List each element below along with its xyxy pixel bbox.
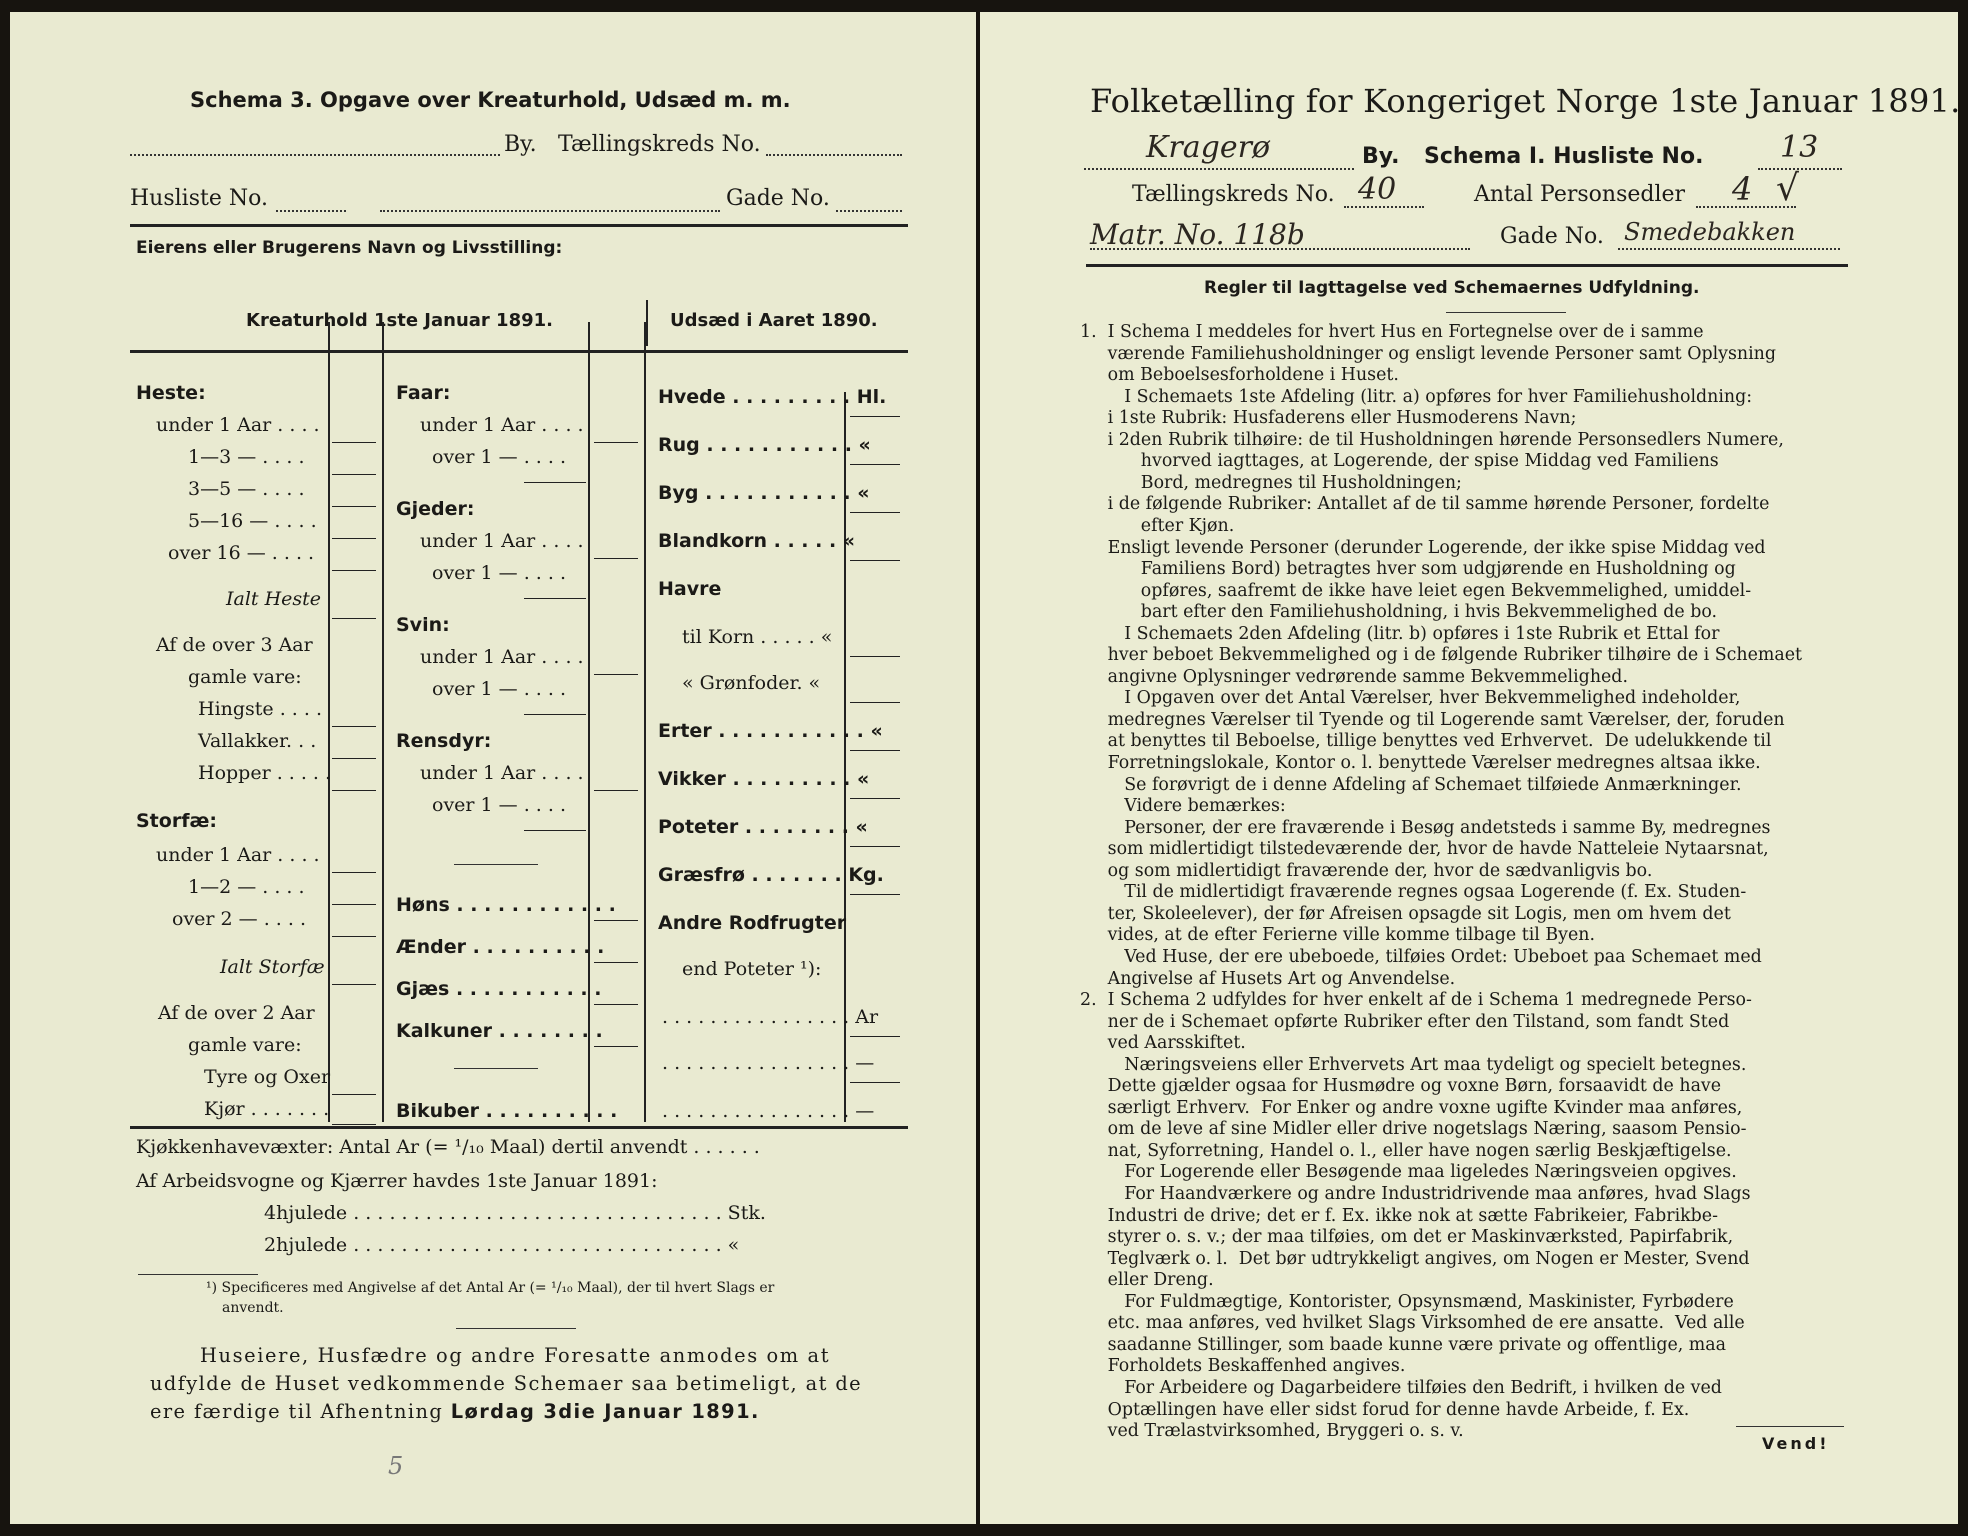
udsaed-row: . . . . . . . . . . . . . . . . — (662, 1052, 875, 1074)
rule-line: 1. I Schema I meddeles for hvert Hus en Fortegnelse over de i samme (1080, 322, 1704, 342)
storfae-gamle: gamle vare: (188, 1034, 302, 1056)
eier-label: Eierens eller Brugerens Navn og Livsstilling: (136, 238, 563, 258)
rule-line: i 2den Rubrik tilhøire: de til Husholdningen hørende Personsedlers Numere, (1080, 429, 1784, 450)
rule-line: opføres, saafremt de ikke have leiet egen Bekvemmelighed, umiddel- (1080, 580, 1752, 601)
notice-line: Huseiere, Husfædre og andre Foresatte anmodes om at (200, 1344, 831, 1367)
gjeder-row: over 1 — . . . . (432, 562, 566, 584)
by-label: By. (1362, 144, 1400, 169)
rule-line: Personer, der ere fraværende i Besøg andetsteds i samme By, medregnes (1080, 817, 1771, 838)
fill-line (850, 798, 900, 799)
fill-line (594, 674, 638, 675)
fill-line (332, 474, 376, 475)
regler-title: Regler til Iagttagelse ved Schemaernes Udfyldning. (1204, 278, 1700, 298)
udsaed-row: til Korn . . . . . « (682, 626, 833, 648)
census-title: Folketælling for Kongeriget Norge 1ste Januar 1891. (1090, 82, 1961, 120)
rensdyr-row: under 1 Aar . . . . (420, 762, 584, 784)
fill-line (594, 558, 638, 559)
gade-label: Gade No. (1500, 224, 1604, 249)
gjeder-title: Gjeder: (396, 498, 475, 520)
husliste-field (1758, 168, 1842, 170)
rule-line: Angivelse af Husets Art og Anvendelse. (1080, 968, 1456, 989)
udsaed-row: Blandkorn . . . . . « (658, 530, 856, 552)
heste-title: Heste: (136, 382, 206, 404)
rule-line: Optællingen have eller sidst forud for denne havde Arbeide, f. Ex. (1080, 1399, 1690, 1420)
header-rule (130, 350, 908, 353)
header-rule (1086, 264, 1848, 267)
gade-field (1618, 248, 1840, 250)
fill-line (850, 846, 900, 847)
rule-line: hvorved iagttages, at Logerende, der spise Middag ved Familiens (1080, 451, 1719, 472)
rule-line: Ensligt levende Personer (derunder Logerende, der ikke spise Middag ved (1080, 537, 1766, 558)
fill-line (524, 714, 586, 715)
rule-line: Industri de drive; det er f. Ex. ikke nok at sætte Fabrikeier, Fabrikbe- (1080, 1205, 1718, 1226)
rule-line: For Fuldmægtige, Kontorister, Opsynsmænd, Maskinister, Fyrbødere (1080, 1291, 1734, 1312)
taellingskreds-label: Tællingskreds No. (558, 132, 761, 157)
heste-af-over: Af de over 3 Aar (156, 634, 313, 656)
ialt-storfae: Ialt Storfæ (220, 956, 325, 978)
matr-field (1090, 248, 1470, 250)
fill-line (332, 570, 376, 571)
schema3-title: Schema 3. Opgave over Kreaturhold, Udsæd m. m. (190, 88, 791, 112)
footnote-rule (138, 1274, 258, 1275)
rule-line: som midlertidigt tilstedeværende der, hvor de havde Natteleie Nytaarsnat, (1080, 839, 1769, 860)
heste-row: 5—16 — . . . . (188, 510, 317, 532)
rule-line: Teglværk o. l. Det bør udtrykkeligt angives, om Nogen er Mester, Svend (1080, 1248, 1750, 1269)
rule-line: særligt Erhverv. For Enker og andre voxne ugifte Kvinder maa anføres, (1080, 1097, 1743, 1118)
fill-line (332, 442, 376, 443)
svin-row: over 1 — . . . . (432, 678, 566, 700)
rule-line: etc. maa anføres, ved hvilket Slags Virksomhed de ere ansatte. Ved alle (1080, 1313, 1745, 1334)
rule-line: ter, Skoleelever), der før Afreisen opsagde sit Logis, men om hvem det (1080, 903, 1731, 924)
storfae-sub: Tyre og Oxer (204, 1066, 331, 1088)
check-mark-icon: √ (1776, 168, 1799, 209)
hjul2-row: 2hjulede . . . . . . . . . . . . . . . . . . . . . . . . . . . . . . . « (264, 1234, 740, 1256)
fill-line (332, 936, 376, 937)
arbeid-row: Af Arbeidsvogne og Kjærrer havdes 1ste Januar 1891: (136, 1170, 658, 1192)
rule-line: angivne Oplysninger vedrørende samme Bekvemmelighed. (1080, 666, 1628, 687)
notice-line: udfylde de Huset vedkommende Schemaer saa betimeligt, at de (150, 1372, 863, 1395)
fill-line (850, 702, 900, 703)
rule-line: Se forøvrigt de i denne Afdeling af Schemaet tilføiede Anmærkninger. (1080, 774, 1742, 795)
udsaed-row: end Poteter ¹): (682, 958, 822, 980)
fill-line (850, 1036, 900, 1037)
taellingskreds-label: Tællingskreds No. (1132, 182, 1335, 207)
heste-row: 3—5 — . . . . (188, 478, 305, 500)
rule-line: ved Trælastvirksomhed, Bryggeri o. s. v. (1080, 1421, 1464, 1442)
separator (454, 1068, 538, 1069)
udsaed-row: Vikker . . . . . . . . . « (658, 768, 870, 790)
fill-line (332, 904, 376, 905)
heste-sub: Hopper . . . . . (198, 762, 332, 784)
by-label: By. (504, 132, 537, 157)
by-field (130, 154, 500, 156)
rule-line: Videre bemærkes: (1080, 796, 1286, 817)
udsaed-row: Græsfrø . . . . . . . Kg. (658, 864, 884, 886)
gjeder-row: under 1 Aar . . . . (420, 530, 584, 552)
pencil-mark: 5 (388, 1452, 404, 1480)
udsaed-row: Erter . . . . . . . . . . . « (658, 720, 883, 742)
rule-line: efter Kjøn. (1080, 515, 1235, 536)
heste-gamle: gamle vare: (188, 666, 302, 688)
table-bottom-rule (130, 1126, 908, 1129)
heste-row: 1—3 — . . . . (188, 446, 305, 468)
rule-line: ved Aarsskiftet. (1080, 1033, 1246, 1054)
storfae-row: 1—2 — . . . . (188, 876, 305, 898)
husliste-label: Husliste No. (130, 186, 268, 211)
fill-line (594, 920, 638, 921)
rule-line: hver beboet Bekvemmelighed og i de følgende Rubriker tilhøire de i Schemaet (1080, 645, 1803, 666)
antal-label: Antal Personsedler (1474, 182, 1686, 207)
rensdyr-row: over 1 — . . . . (432, 794, 566, 816)
fill-line (524, 598, 586, 599)
rensdyr-title: Rensdyr: (396, 730, 492, 752)
rule-line: Familiens Bord) betragtes hver som udgjørende en Husholdning og (1080, 559, 1736, 580)
fill-line (850, 750, 900, 751)
udsaed-row: Rug . . . . . . . . . . . « (658, 434, 871, 456)
bikuber-row: Bikuber . . . . . . . . . . (396, 1100, 618, 1122)
rule-line: medregnes Værelser til Tyende og til Logerende samt Værelser, der, foruden (1080, 709, 1785, 730)
rule-line: ner de i Schemaet opførte Rubriker efter den Tilstand, som fandt Sted (1080, 1011, 1730, 1032)
udsaed-row: Havre (658, 578, 722, 600)
fill-line (850, 560, 900, 561)
storfae-title: Storfæ: (136, 810, 217, 832)
fill-line (594, 1046, 638, 1047)
fill-line (332, 618, 376, 619)
fill-line (850, 464, 900, 465)
rule-line: For Haandværkere og andre Industridrivende maa anføres, hvad Slags (1080, 1184, 1751, 1204)
fjae-row: Høns . . . . . . . . . . . . (396, 894, 616, 916)
rule-line: eller Dreng. (1080, 1270, 1214, 1291)
faar-title: Faar: (396, 382, 451, 404)
ialt-heste: Ialt Heste (226, 588, 322, 610)
udsaed-row: Byg . . . . . . . . . . . « (658, 482, 870, 504)
matr-handwritten: Matr. No. 118b (1090, 218, 1305, 251)
udsaed-row: Hvede . . . . . . . . . Hl. (658, 386, 887, 408)
gade-name-field (380, 210, 720, 212)
separator (454, 864, 538, 865)
heste-sub: Hingste . . . . (198, 698, 322, 720)
rule-line: Bord, medregnes til Husholdningen; (1080, 472, 1462, 493)
rule-line: I Schemaets 1ste Afdeling (litr. a) opføres for hver Familiehusholdning: (1080, 386, 1753, 407)
rule-line: I Schemaets 2den Afdeling (litr. b) opføres i 1ste Rubrik et Ettal for (1080, 623, 1720, 644)
footnote-line: anvendt. (222, 1300, 284, 1316)
fill-line (594, 442, 638, 443)
hjul4-row: 4hjulede . . . . . . . . . . . . . . . . . . . . . . . . . . . . . . . Stk. (264, 1202, 766, 1224)
fjae-row: Kalkuner . . . . . . . . (396, 1020, 603, 1042)
svin-row: under 1 Aar . . . . (420, 646, 584, 668)
udsaed-row: Poteter . . . . . . . . « (658, 816, 868, 838)
rule-line: og som midlertidigt fraværende der, hvor de sædvanligvis bo. (1080, 860, 1653, 881)
rule-line: værende Familiehusholdninger og ensligt levende Personer samt Oplysning (1080, 343, 1776, 364)
rule-line: i 1ste Rubrik: Husfaderens eller Husmoderens Navn; (1080, 408, 1577, 429)
by-field (1084, 168, 1354, 170)
rule-line: Til de midlertidigt fraværende regnes ogsaa Logerende (f. Ex. Studen- (1080, 882, 1747, 903)
fill-line (332, 726, 376, 727)
fjae-row: Ænder . . . . . . . . . . (396, 936, 605, 958)
rule-line: For Logerende eller Besøgende maa ligeledes Næringsveien opgives. (1080, 1162, 1737, 1183)
fill-line (332, 506, 376, 507)
rule-line: Dette gjælder ogsaa for Husmødre og voxne Børn, forsaavidt de have (1080, 1076, 1722, 1097)
udsaed-row: Andre Rodfrugter (658, 912, 847, 934)
rule-line: nat, Syforretning, Handel o. l., eller have nogen særlig Beskjæftigelse. (1080, 1140, 1732, 1161)
col-line-2 (382, 322, 384, 1122)
fill-line (850, 512, 900, 513)
rule-line: Forholdets Beskaffenhed angives. (1080, 1356, 1406, 1377)
heste-row: over 16 — . . . . (168, 542, 315, 564)
rule-line: For Arbeidere og Dagarbeidere tilføies den Bedrift, i hvilken de ved (1080, 1377, 1722, 1398)
storfae-af-over: Af de over 2 Aar (158, 1002, 315, 1024)
rule-line: saadanne Stillinger, som baade kunne være private og offentlige, maa (1080, 1334, 1727, 1355)
rule-line: styrer o. s. v.; der maa tilføies, om det er Maskinværksted, Papirfabrik, (1080, 1227, 1734, 1248)
storfae-row: over 2 — . . . . (172, 908, 306, 930)
rule-line: at benyttes til Beboelse, tillige benyttes ved Erhvervet. De udelukkende til (1080, 731, 1772, 752)
head-divider (646, 300, 648, 346)
top-rule (130, 224, 908, 227)
fill-line (332, 790, 376, 791)
col-line-4 (644, 322, 646, 1122)
fill-line (332, 758, 376, 759)
rule-line: i de følgende Rubriker: Antallet af de til samme hørende Personer, fordelte (1080, 494, 1770, 515)
udsaed-row: . . . . . . . . . . . . . . . . — (662, 1100, 875, 1122)
fill-line (332, 538, 376, 539)
col-line-3 (588, 322, 590, 1122)
fill-line (850, 894, 900, 895)
rule-line: om de leve af sine Midler eller drive nogetslags Næring, saasom Pensio- (1080, 1119, 1747, 1140)
rule-line: 2. I Schema 2 udfyldes for hver enkelt af de i Schema 1 medregnede Perso- (1080, 990, 1752, 1011)
faar-row: under 1 Aar . . . . (420, 414, 584, 436)
storfae-sub: Kjør . . . . . . . (204, 1098, 330, 1120)
gade-label: Gade No. (726, 186, 830, 211)
col-line-1 (328, 322, 330, 1122)
heste-row: under 1 Aar . . . . (156, 414, 320, 436)
fill-line (594, 790, 638, 791)
rule-line: om Beboelsesforholdene i Huset. (1080, 365, 1399, 386)
taellingskreds-field (766, 154, 902, 156)
fill-line (524, 830, 586, 831)
husliste-field (276, 210, 346, 212)
fill-line (594, 962, 638, 963)
left-page (10, 12, 976, 1524)
kreds-handwritten: 40 (1358, 172, 1397, 207)
fill-line (524, 482, 586, 483)
rule-line: Forretningslokale, Kontor o. l. benyttede Værelser medregnes altsaa ikke. (1080, 753, 1761, 773)
vend-label: Vend! (1762, 1434, 1830, 1453)
fjae-row: Gjæs . . . . . . . . . . . (396, 978, 602, 1000)
by-handwritten: Kragerø (1146, 130, 1270, 165)
fill-line (850, 1082, 900, 1083)
fill-line (850, 416, 900, 417)
faar-row: over 1 — . . . . (432, 446, 566, 468)
gade-handwritten: Smedebakken (1624, 218, 1796, 246)
fill-line (332, 1094, 376, 1095)
regler-rule (1446, 312, 1566, 313)
notice-date: Lørdag 3die Januar 1891. (450, 1400, 760, 1423)
notice-text: ere færdige til Afhentning (150, 1400, 444, 1423)
notice-line (150, 1400, 760, 1423)
rule-line: Næringsveiens eller Erhvervets Art maa tydeligt og specielt betegnes. (1080, 1054, 1747, 1075)
gade-field (836, 210, 902, 212)
right-page (980, 12, 1961, 1524)
footnote-line: ¹) Specificeres med Angivelse af det Antal Ar (= ¹/₁₀ Maal), der til hvert Slags er (206, 1280, 775, 1296)
fill-line (850, 656, 900, 657)
fill-line (594, 1004, 638, 1005)
kreaturhold-header: Kreaturhold 1ste Januar 1891. (246, 310, 553, 331)
svin-title: Svin: (396, 614, 450, 636)
rule-line: Ved Huse, der ere ubeboede, tilføies Ordet: Ubeboet paa Schemaet med (1080, 946, 1762, 967)
schema-label: Schema I. Husliste No. (1424, 144, 1704, 169)
antal-handwritten: 4 (1732, 170, 1753, 208)
udsaed-row: « Grønfoder. « (682, 672, 821, 694)
husliste-handwritten: 13 (1780, 130, 1819, 165)
kjokken-row: Kjøkkenhavevæxter: Antal Ar (= ¹/₁₀ Maal) dertil anvendt . . . . . . (136, 1136, 760, 1158)
storfae-row: under 1 Aar . . . . (156, 844, 320, 866)
fill-line (332, 872, 376, 873)
udsaed-row: . . . . . . . . . . . . . . . . Ar (662, 1006, 879, 1028)
heste-sub: Vallakker. . . (198, 730, 317, 752)
vend-rule (1736, 1426, 1844, 1427)
rule-line: I Opgaven over det Antal Værelser, hver Bekvemmelighed indeholder, (1080, 688, 1741, 709)
fill-line (332, 984, 376, 985)
rule-line: bart efter den Familiehusholdning, i hvis Bekvemmelighed de bo. (1080, 602, 1718, 623)
notice-rule (456, 1328, 576, 1329)
fill-line (332, 1124, 376, 1125)
rule-line: vides, at de efter Ferierne ville komme tilbage til Byen. (1080, 925, 1595, 946)
udsaed-header: Udsæd i Aaret 1890. (670, 310, 878, 331)
